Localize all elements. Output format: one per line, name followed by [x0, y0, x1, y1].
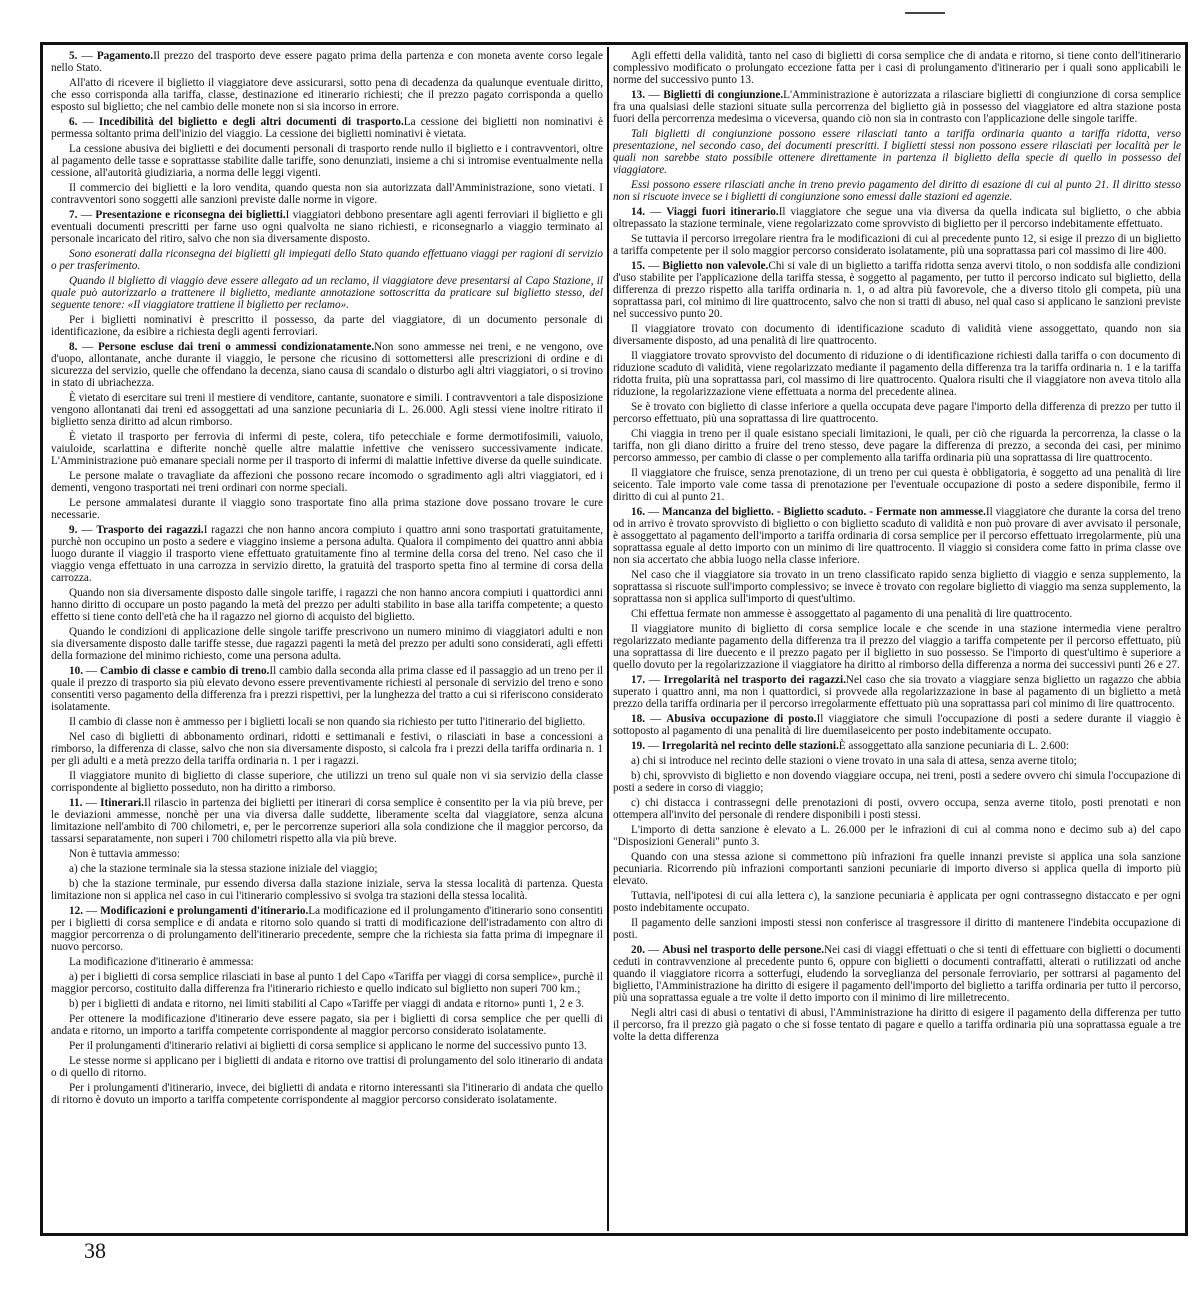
- body-text: Non sono ammesse nei treni, e ne vengono, ove d'uopo, allontanate, anche durante il viaggio, le persone che ricusino di sottomettersi alle prescrizioni di ordine e di sicurezza del servizio, quelle che offendano la decenza, siano causa di scandalo o disturbo agli altri viaggiatori, o si trovino in stato di ubriachezza.: [51, 341, 603, 389]
- paragraph: [613, 467, 1181, 503]
- paragraph: [613, 608, 1181, 620]
- body-text: Il commercio dei biglietti e la loro vendita, quando questa non sia autorizzata dall'Amministrazione, sono vietati. I contravventori sono soggetti alle sanzioni previste dalle norme in vigore.: [51, 182, 603, 206]
- paragraph: [51, 956, 603, 968]
- body-text: Negli altri casi di abusi o tentativi di abusi, l'Amministrazione ha diritto di esigere il pagamento della differenza per tutto il percorso, fra il prezzo già pagato o che si fosse tentato di pagare e quello a tariffa ordinaria più una soprattassa eguale a tre volte la detta differenza: [613, 1007, 1181, 1043]
- section-title: Pagamento.: [96, 50, 154, 62]
- paragraph: [51, 971, 603, 995]
- body-text: Il rilascio in partenza dei biglietti per itinerari di corsa semplice è consentito per la via più breve, per le deviazioni ammesse, nonchè per una via diversa dalle suddette, liberamente scelta dal viaggiatore, senza alcuna limitazione nell'ambito di 700 chilometri, e, per le percorrenze superiori alla sola condizione che il maggior percorso, da tassarsi separatamente, non superi i 700 chilometri rispetto alla via più breve.: [51, 797, 603, 845]
- body-text: Nel caso che sia trovato a viaggiare senza biglietto un ragazzo che abbia superato i quattro anni, ma non i quattordici, si provvede alla regolarizzazione in base al pagamento di un biglietto a metà prezzo della tariffa ordinaria per il percorso irregolarmente effettuato più una soprattassa pari col minimo di lire quattrocento.: [613, 674, 1181, 710]
- body-text: a) chi si introduce nel recinto delle stazioni o viene trovato in una sala di attesa, senza averne titolo;: [631, 755, 1077, 767]
- paragraph: [51, 716, 603, 728]
- body-text: Chi viaggia in treno per il quale esistano speciali limitazioni, le quali, per ciò che riguarda la percorrenza, la classe o la tariffa, non gli diano diritto a fruire del treno stesso, deve pagare la differenza di prezzo, a seconda dei casi, per minimo percorso ammesso, per cambio di classe o per complemento alla tariffa ordinaria più una soprattassa di lire quattrocento.: [613, 428, 1181, 464]
- body-text: Il viaggiatore munito di biglietto di classe superiore, che utilizzi un treno sul quale non vi sia servizio della classe corrispondente al biglietto posseduto, non ha diritto a rimborso.: [51, 770, 603, 794]
- paragraph: [51, 314, 603, 338]
- section-title: Irregolarità nel trasporto dei ragazzi.: [663, 674, 846, 686]
- body-text: I viaggiatori debbono presentare agli agenti ferroviari il biglietto e gli eventuali documenti prescritti per farne uso ogni qualvolta ne siano richiesti, e riconsegnarlo a viaggio terminato al personale incaricato del ritiro, salvo che non sia diversamente disposto.: [51, 209, 603, 245]
- body-text: Quando il biglietto di viaggio deve essere allegato ad un reclamo, il viaggiatore deve presentarsi al Capo Stazione, il quale può autorizzarlo a trattenere il biglietto, mediante annotazione sottoscritta da praticare sul biglietto stesso, del seguente tenore: «Il viaggiatore trattiene il biglietto per reclamo».: [51, 275, 603, 311]
- body-text: Il viaggiatore che simuli l'occupazione di posti a sedere durante il viaggio è sottoposto al pagamento di una penalità di lire duemilaseicento per posto indebitamente occupato.: [613, 713, 1181, 737]
- paragraph: [613, 851, 1181, 887]
- paragraph: [613, 755, 1181, 767]
- body-text: La cessione abusiva dei biglietti e dei documenti personali di trasporto rende nullo il biglietto e i contravventori, oltre al pagamento delle tasse e soprattasse stabilite dalle tariffe, sono denunziati, insieme a chi si intromise eventualmente nella cessione, all'autorità giudiziaria, a norma delle leggi vigenti.: [51, 143, 603, 179]
- body-text: a) per i biglietti di corsa semplice rilasciati in base al punto 1 del Capo «Tariffa per viaggi di corsa semplice», purchè il maggior percorso, costituito dalla differenza fra l'itinerario richiesto e quello indicato sul biglietto non superi 700 km.;: [51, 971, 603, 995]
- paragraph: [613, 824, 1181, 848]
- section-paragraph: 19. — Irregolarità nel recinto delle stazioni.È assoggettato alla sanzione pecuniaria di L. 2.600:: [631, 740, 1069, 752]
- body-text: Per ottenere la modificazione d'itinerario deve essere pagato, sia per i biglietti di corsa semplice che per quelli di andata e ritorno, un importo a tariffa competente corrispondente al maggior percorso considerato isolatamente.: [51, 1013, 603, 1037]
- body-text: Tuttavia, nell'ipotesi di cui alla lettera c), la sanzione pecuniaria è applicata per ogni contrassegno distaccato e per ogni posto indebitamente occupato.: [613, 890, 1181, 914]
- paragraph: [51, 587, 603, 623]
- body-text: Il viaggiatore che fruisce, senza prenotazione, di un treno per cui questa è obbligatoria, è soggetto ad una penalità di lire seicento. Tale importo vale come tassa di prenotazione per l'eventuale occupazione di posto a sedere disponibile, fermo il diritto di cui al punto 21.: [613, 467, 1181, 503]
- section-paragraph: 10. — Cambio di classe e cambio di treno.Il cambio dalla seconda alla prima classe ed il passaggio ad un treno per il quale il prezzo di trasporto sia più elevato devono essere preventivamente richiesti al personale di servizio del treno e sono consentiti verso pagamento della differenza fra i prezzi rispettivi, per la lunghezza del tratto a cui si riferiscono considerato isolatamente.: [51, 665, 603, 713]
- section-title: Trasporto dei ragazzi.: [96, 524, 204, 536]
- body-text: Nel caso di biglietti di abbonamento ordinari, ridotti e settimanali e festivi, o rilasciati in base a concessioni a rimborso, la differenza di classe, salvo che non sia diversamente disposto, si calcola fra i prezzi della tariffa ordinaria n. 1 per gli adulti e a metà prezzo della tariffa ordinaria n. 1 per i ragazzi.: [51, 731, 603, 767]
- paragraph: [613, 890, 1181, 914]
- paragraph: [51, 1013, 603, 1037]
- section-title: Viaggi fuori itinerario.: [666, 206, 779, 218]
- paragraph: [613, 50, 1181, 86]
- column-divider: [607, 47, 609, 1231]
- body-text: Quando con una stessa azione si commettono più infrazioni fra quelle innanzi previste si applica una sola sanzione pecuniaria. Ricorrendo più infrazioni comportanti sanzioni pecuniarie di importo diverso si applica quella di importo più elevato.: [613, 851, 1181, 887]
- section-paragraph: 15. — Biglietto non valevole.Chi si vale di un biglietto a tariffa ridotta senza avervi titolo, o non soddisfa alle condizioni d'uso stabilite per l'applicazione della tariffa stessa, è soggetto al pagamento, per tutto il percorso indicato sul biglietto, della differenza di prezzo rispetto alla tariffa ordinaria n. 1, o ad altra più favorevole, che a diverso titolo gli competa, più una soprattassa pari, col minimo di lire quattrocento, salvo che non si tratti di abuso, nel qual caso si applicano le sanzioni previste nel successivo punto 20.: [613, 260, 1181, 320]
- body-text: Le persone ammalatesi durante il viaggio sono trasportate fino alla prima stazione dove possano trovare le cure necessarie.: [51, 497, 603, 521]
- section-number: 17.: [631, 674, 645, 686]
- section-paragraph: 18. — Abusiva occupazione di posto.Il viaggiatore che simuli l'occupazione di posti a sedere durante il viaggio è sottoposto al pagamento di una penalità di lire duemilaseicento per posto indebitamente occupato.: [613, 713, 1181, 737]
- body-text: Il viaggiatore che segue una via diversa da quella indicata sul biglietto, o che abbia oltrepassato la stazione terminale, viene regolarizzato come sprovvisto di biglietto per il percorso indebitamente effettuato.: [613, 206, 1181, 230]
- paragraph: [51, 998, 603, 1010]
- section-number: 9.: [69, 524, 78, 536]
- section-title: Irregolarità nel recinto delle stazioni.: [661, 740, 839, 752]
- paragraph: [51, 497, 603, 521]
- paragraph: [51, 878, 603, 902]
- body-text: Per i prolungamenti d'itinerario, invece, dei biglietti di andata e ritorno interessanti sia l'itinerario di andata che quello di ritorno è dovuto un importo a tariffa competente corrispondente al maggior percorso considerato isolatamente.: [51, 1082, 603, 1106]
- section-title: Itinerari.: [100, 797, 144, 809]
- body-text: Per i biglietti nominativi è prescritto il possesso, da parte del viaggiatore, di un documento personale di identificazione, da esibire a richiesta degli agenti ferroviari.: [51, 314, 603, 338]
- scan-mark: [905, 12, 945, 14]
- section-paragraph: 17. — Irregolarità nel trasporto dei ragazzi.Nel caso che sia trovato a viaggiare senza biglietto un ragazzo che abbia superato i quattro anni, ma non i quattordici, si provvede alla regolarizzazione in base al pagamento di un biglietto a metà prezzo della tariffa ordinaria per il percorso irregolarmente effettuato più una soprattassa pari col minimo di lire quattrocento.: [613, 674, 1181, 710]
- body-text: Chi effettua fermate non ammesse è assoggettato al pagamento di una penalità di lire quattrocento.: [631, 608, 1073, 620]
- section-number: 20.: [631, 944, 645, 956]
- section-title: Incedibilità del biglietto e degli altri documenti di trasporto.: [98, 116, 404, 128]
- body-text: Il cambio di classe non è ammesso per i biglietti locali se non quando sia richiesto per tutto l'itinerario del biglietto.: [69, 716, 586, 728]
- paragraph: [51, 1040, 603, 1052]
- paragraph: [51, 248, 603, 272]
- section-title: Abusi nel trasporto delle persone.: [662, 944, 825, 956]
- section-paragraph: 6. — Incedibilità del biglietto e degli altri documenti di trasporto.La cessione dei biglietti non nominativi è permessa soltanto prima dell'inizio del viaggio. La cessione dei biglietti nominativi è vietata.: [51, 116, 603, 140]
- left-column: [51, 50, 603, 1228]
- paragraph: [613, 323, 1181, 347]
- paragraph: [613, 917, 1181, 941]
- body-text: Il viaggiatore trovato sprovvisto del documento di riduzione o di identificazione richiesti dalla tariffa o con documento di riduzione scaduto di validità, viene regolarizzato mediante il pagamento della differenza tra la tariffa ordinaria n. 1 e la tariffa ridotta fruita, più una soprattassa pari, col massimo di lire quattrocento. Qualora risulti che il viaggiatore non aveva titolo alla riduzione, la regolarizzazione viene effettuata a norma del precedente alinea.: [613, 350, 1181, 398]
- body-text: Nel caso che il viaggiatore sia trovato in un treno classificato rapido senza biglietto di viaggio e senza supplemento, la soprattassa si riscuote sull'importo complessivo; se invece è trovato con regolare biglietto di viaggio ma senza supplemento, la soprattassa non si applica sull'importo di quest'ultimo.: [613, 569, 1181, 605]
- body-text: b) che la stazione terminale, pur essendo diversa dalla stazione iniziale, serva la stessa località di partenza. Questa limitazione non si applica nel caso in cui l'itinerario complessivo si svolga tra stazioni della stessa località.: [51, 878, 603, 902]
- body-text: La modificazione ed il prolungamento d'itinerario sono consentiti per i biglietti di corsa semplice e di andata e ritorno solo quando si tratti di modificazione dell'istradamento con altro di maggior percorrenza o di prolungamento dell'itinerario precedente, sempre che la richiesta sia fatta prima di impegnare il nuovo percorso.: [51, 905, 603, 953]
- section-paragraph: 11. — Itinerari.Il rilascio in partenza dei biglietti per itinerari di corsa semplice è consentito per la via più breve, per le deviazioni ammesse, nonchè per una via diversa dalle suddette, liberamente scelta dal viaggiatore, senza alcuna limitazione nell'ambito di 700 chilometri, e, per le percorrenze superiori alla sola condizione che il maggior percorso, da tassarsi separatamente, non superi i 700 chilometri rispetto alla via più breve.: [51, 797, 603, 845]
- section-number: 15.: [631, 260, 645, 272]
- body-text: Il cambio dalla seconda alla prima classe ed il passaggio ad un treno per il quale il prezzo di trasporto sia più elevato devono essere preventivamente richiesti al personale di servizio del treno e sono consentiti verso pagamento della differenza fra i prezzi rispettivi, per la lunghezza del tratto a cui si riferiscono considerato isolatamente.: [51, 665, 603, 713]
- paragraph: [613, 569, 1181, 605]
- body-text: È vietato di esercitare sui treni il mestiere di venditore, cantante, suonatore e simili. I contravventori a tale disposizione vengono allontanati dai treni ed assoggettati ad una sanzione pecuniaria di L. 26.000. Agli stessi viene inoltre ritirato il biglietto senza diritto ad alcun rimborso.: [51, 392, 603, 428]
- section-paragraph: 8. — Persone escluse dai treni o ammessi condizionatamente.Non sono ammesse nei treni, e ne vengono, ove d'uopo, allontanate, anche durante il viaggio, le persone che ricusino di sottomettersi alle prescrizioni di ordine e di sicurezza del servizio, quelle che offendano la decenza, siano causa di scandalo o disturbo agli altri viaggiatori, o si trovino in stato di ubriachezza.: [51, 341, 603, 389]
- paragraph: [613, 179, 1181, 203]
- body-text: Tali biglietti di congiunzione possono essere rilasciati tanto a tariffa ordinaria quanto a tariffa ridotta, verso presentazione, nel secondo caso, dei documenti prescritti. I biglietti stessi non possono essere rilasciati per località per le quali non sarebbe stato possibile ottenere direttamente in partenza il biglietto della specie di quello in possesso del viaggiatore.: [613, 128, 1181, 176]
- page-frame: [40, 42, 1188, 1236]
- paragraph: [613, 623, 1181, 671]
- body-text: I ragazzi che non hanno ancora compiuto i quattro anni sono trasportati gratuitamente, purchè non occupino un posto a sedere e viaggino insieme a persona adulta. Qualora il compimento dei quattro anni abbia luogo durante il viaggio il trasporto viene effettuato gratuitamente fino al termine della corsa del treno. Nel caso che il viaggio venga effettuato in una carrozza in servizio diretto, la gratuità del trasporto spetta fino al termine di corsa della carrozza.: [51, 524, 603, 584]
- section-number: 7.: [69, 209, 78, 221]
- body-text: Agli effetti della validità, tanto nel caso di biglietti di corsa semplice che di andata e ritorno, si tiene conto dell'itinerario complessivo modificato o prolungato eccezione fatta per i casi di prolungamento d'itinerario per i quali sono applicabili le norme del successivo punto 13.: [613, 50, 1181, 86]
- section-paragraph: 7. — Presentazione e riconsegna dei biglietti.I viaggiatori debbono presentare agli agenti ferroviari il biglietto e gli eventuali documenti prescritti per farne uso ogni qualvolta ne siano richiesti, e riconsegnarlo a viaggio terminato al personale incaricato del ritiro, salvo che non sia diversamente disposto.: [51, 209, 603, 245]
- paragraph: [613, 428, 1181, 464]
- right-column: [613, 50, 1181, 1228]
- section-number: 11.: [69, 797, 83, 809]
- body-text: Il viaggiatore che durante la corsa del treno od in arrivo è trovato sprovvisto di biglietto o con biglietto scaduto di validità e non può provare di aver avvisato il personale, è assoggettato al pagamento dell'importo a tariffa ordinaria di corsa semplice per il percorso effettuato irregolarmente, più una soprattassa eguale al detto importo con un minimo di lire quattrocento. Il viaggio si considera come fatto in prima classe ove non sia accertato che abbia luogo nella classe inferiore.: [613, 506, 1181, 566]
- section-paragraph: 13. — Biglietti di congiunzione.L'Amministrazione è autorizzata a rilasciare biglietti di congiunzione di corsa semplice fra una qualsiasi delle stazioni situate sulla percorrenza del biglietto già in possesso del viaggiatore ed altra stazione posta fuori della percorrenza medesima o viceversa, quando ciò non sia in contrasto con l'applicazione delle singole tariffe.: [613, 89, 1181, 125]
- paragraph: [51, 731, 603, 767]
- section-number: 13.: [631, 89, 645, 101]
- paragraph: [613, 350, 1181, 398]
- paragraph: [613, 1007, 1181, 1043]
- section-paragraph: 16. — Mancanza del biglietto. - Biglietto scaduto. - Fermate non ammesse.Il viaggiatore che durante la corsa del treno od in arrivo è trovato sprovvisto di biglietto o con biglietto scaduto di validità e non può provare di aver avvisato il personale, è assoggettato al pagamento dell'importo a tariffa ordinaria di corsa semplice per il percorso effettuato irregolarmente, più una soprattassa eguale al detto importo con un minimo di lire quattrocento. Il viaggio si considera come fatto in prima classe ove non sia accertato che abbia luogo nella classe inferiore.: [613, 506, 1181, 566]
- section-number: 10.: [69, 665, 83, 677]
- paragraph: [51, 1055, 603, 1079]
- body-text: La cessione dei biglietti non nominativi è permessa soltanto prima dell'inizio del viaggio. La cessione dei biglietti nominativi è vietata.: [51, 116, 603, 140]
- body-text: La modificazione d'itinerario è ammessa:: [69, 956, 254, 968]
- paragraph: [51, 770, 603, 794]
- body-text: Quando le condizioni di applicazione delle singole tariffe prescrivono un numero minimo di viaggiatori adulti e non sia diversamente disposto dalle tariffe stesse, due ragazzi pagenti la metà del prezzo per adulti sono considerati, agli effetti della formazione del minimo richiesto, come una persona adulta.: [51, 626, 603, 662]
- paragraph: [613, 797, 1181, 821]
- body-text: Il viaggiatore munito di biglietto di corsa semplice locale e che scende in una stazione intermedia viene peraltro regolarizzato mediante pagamento della differenza tra il prezzo del viaggio a tariffa competente per il percorso effettuato, più una soprattassa di lire duecento e il prezzo pagato per il biglietto in suo possesso. Se l'importo di quest'ultimo è superiore a quello dovuto per la regolarizzazione il viaggiatore ha diritto al rimborso della differenza a norma dei successivi punti 26 e 27.: [613, 623, 1181, 671]
- paragraph: [51, 77, 603, 113]
- section-number: 6.: [69, 116, 78, 128]
- section-title: Abusiva occupazione di posto.: [666, 713, 817, 725]
- body-text: Sono esonerati dalla riconsegna dei biglietti gli impiegati dello Stato quando effettuano viaggi per ragioni di servizio o per trasferimento.: [51, 248, 603, 272]
- body-text: Le persone malate o travagliate da affezioni che possono recare incomodo o sgradimento agli altri viaggiatori, ed i dementi, vengono trasportati nei treni ordinari con norme speciali.: [51, 470, 603, 494]
- body-text: c) chi distacca i contrassegni delle prenotazioni di posti, ovvero occupa, senza averne titolo, posti prenotati e non ottempera all'invito del personale di rendere disponibili i posti stessi.: [613, 797, 1181, 821]
- page-number: 38: [84, 1238, 106, 1263]
- section-paragraph: 12. — Modificazioni e prolungamenti d'itinerario.La modificazione ed il prolungamento d'itinerario sono consentiti per i biglietti di corsa semplice e di andata e ritorno solo quando si tratti di modificazione dell'istradamento con altro di maggior percorrenza o di prolungamento dell'itinerario precedente, sempre che la richiesta sia fatta prima di impegnare il nuovo percorso.: [51, 905, 603, 953]
- body-text: Non è tuttavia ammesso:: [69, 848, 180, 860]
- paragraph: [51, 182, 603, 206]
- section-paragraph: 9. — Trasporto dei ragazzi.I ragazzi che non hanno ancora compiuto i quattro anni sono trasportati gratuitamente, purchè non occupino un posto a sedere e viaggino insieme a persona adulta. Qualora il compimento dei quattro anni abbia luogo durante il viaggio il trasporto viene effettuato gratuitamente fino al termine della corsa del treno. Nel caso che il viaggio venga effettuato in una carrozza in servizio diretto, la gratuità del trasporto spetta fino al termine di corsa della carrozza.: [51, 524, 603, 584]
- body-text: Il pagamento delle sanzioni imposti stessi non conferisce al trasgressore il diritto di mantenere l'indebita occupazione di posti.: [613, 917, 1181, 941]
- section-title: Modificazioni e prolungamenti d'itinerario.: [100, 905, 309, 917]
- section-title: Presentazione e riconsegna dei biglietti.: [95, 209, 286, 221]
- section-number: 16.: [631, 506, 645, 518]
- section-title: Biglietti di congiunzione.: [663, 89, 784, 101]
- paragraph: [613, 770, 1181, 794]
- paragraph: [51, 143, 603, 179]
- paragraph: [613, 401, 1181, 425]
- section-title: Biglietto non valevole.: [662, 260, 769, 272]
- section-number: 5.: [69, 50, 78, 62]
- section-number: 14.: [631, 206, 645, 218]
- section-paragraph: 14. — Viaggi fuori itinerario.Il viaggiatore che segue una via diversa da quella indicata sul biglietto, o che abbia oltrepassato la stazione terminale, viene regolarizzato come sprovvisto di biglietto per il percorso indebitamente effettuato.: [613, 206, 1181, 230]
- body-text: L'importo di detta sanzione è elevato a L. 26.000 per le infrazioni di cui al comma nono e decimo sub a) del capo "Disposizioni Generali" punto 3.: [613, 824, 1181, 848]
- paragraph: [613, 128, 1181, 176]
- section-number: 12.: [69, 905, 83, 917]
- section-title: Cambio di classe e cambio di treno.: [100, 665, 270, 677]
- body-text: È assoggettato alla sanzione pecuniaria di L. 2.600:: [838, 740, 1069, 752]
- body-text: È vietato il trasporto per ferrovia di infermi di peste, colera, tifo petecchiale e forme dermotifosimili, vaiuolo, vaiuloide, scarlattina e difterite nonchè quelle altre malattie infettive che venissero successivamente indicate. L'Amministrazione può emanare speciali norme per il trasporto di infermi di malattie infettive diverse da quelle suindicate.: [51, 431, 603, 467]
- paragraph: [51, 470, 603, 494]
- body-text: b) per i biglietti di andata e ritorno, nei limiti stabiliti al Capo «Tariffe per viaggi di andata e ritorno» punti 1, 2 e 3.: [69, 998, 585, 1010]
- body-text: Chi si vale di un biglietto a tariffa ridotta senza avervi titolo, o non soddisfa alle condizioni d'uso stabilite per l'applicazione della tariffa stessa, è soggetto al pagamento, per tutto il percorso indicato sul biglietto, della differenza di prezzo rispetto alla tariffa ordinaria n. 1, o ad altra più favorevole, che a diverso titolo gli competa, più una soprattassa pari, col minimo di lire quattrocento, salvo che non si tratti di abuso, nel qual caso si applicano le sanzioni previste nel successivo punto 20.: [613, 260, 1181, 320]
- body-text: a) che la stazione terminale sia la stessa stazione iniziale del viaggio;: [69, 863, 378, 875]
- section-number: 18.: [631, 713, 645, 725]
- section-paragraph: 20. — Abusi nel trasporto delle persone.Nei casi di viaggi effettuati o che si tenti di effettuare con biglietti o documenti ceduti in contravvenzione al precedente punto 6, oppure con biglietti o documenti contraffatti, alterati o rutilizzati od anche quando il viaggiatore ricorra a sotterfugi, eludendo la sorveglianza del personale ferroviario, per sottrarsi al pagamento del biglietto, l'Amministrazione ha diritto di esigere il pagamento dell'importo del biglietto a tariffa ordinaria per tutto il percorso, più una soprattassa eguale a tre volte il detto importo con il minimo di lire milletrecento.: [613, 944, 1181, 1004]
- body-text: All'atto di ricevere il biglietto il viaggiatore deve assicurarsi, sotto pena di decadenza da qualunque eventuale diritto, che esso corrisponda alla tariffa, classe, destinazione ed itinerario richiesti; che il prezzo pagato corrisponda a quello esposto sul biglietto; che nel cambio delle monete non si sia incorso in errore.: [51, 77, 603, 113]
- section-paragraph: 5. — Pagamento.Il prezzo del trasporto deve essere pagato prima della partenza e con moneta avente corso legale nello Stato.: [51, 50, 603, 74]
- paragraph: [51, 275, 603, 311]
- section-number: 19.: [631, 740, 645, 752]
- paragraph: [51, 863, 603, 875]
- paragraph: [51, 848, 603, 860]
- body-text: Il viaggiatore trovato con documento di identificazione scaduto di validità viene assoggettato, quando non sia diversamente disposto, ad una penalità di lire quattrocento.: [613, 323, 1181, 347]
- section-number: 8.: [69, 341, 78, 353]
- body-text: Per il prolungamenti d'itinerario relativi ai biglietti di corsa semplice si applicano le norme del successivo punto 13.: [69, 1040, 587, 1052]
- body-text: Se tuttavia il percorso irregolare rientra fra le modificazioni di cui al precedente punto 12, si esige il prezzo di un biglietto a tariffa competente per il solo maggior percorso considerato isolatamente, più una soprattassa pari col massimo di lire 400.: [613, 233, 1181, 257]
- body-text: Le stesse norme si applicano per i biglietti di andata e ritorno ove trattisi di prolungamento del solo itinerario di andata o di quello di ritorno.: [51, 1055, 603, 1079]
- section-title: Mancanza del biglietto. - Biglietto scaduto. - Fermate non ammesse.: [662, 506, 986, 518]
- body-text: Quando non sia diversamente disposto dalle singole tariffe, i ragazzi che non hanno ancora compiuti i quattordici anni hanno diritto di occupare un posto pagando la metà del prezzo per adulti stabilito in base alla tariffa competente; a questo effetto si tiene conto dell'età che ha il ragazzo nel giorno di acquisto del biglietto.: [51, 587, 603, 623]
- paragraph: [51, 1082, 603, 1106]
- body-text: b) chi, sprovvisto di biglietto e non dovendo viaggiare occupa, nei treni, posti a sedere ovvero chi simula l'occupazione di posti a sedere in corso di viaggio;: [613, 770, 1181, 794]
- body-text: Essi possono essere rilasciati anche in treno previo pagamento del diritto di esazione di cui al punto 21. Il diritto stesso non si riscuote invece se i biglietti di congiunzione sono emessi dalle stazioni ed agenzie.: [613, 179, 1181, 203]
- paragraph: [51, 392, 603, 428]
- body-text: Nei casi di viaggi effettuati o che si tenti di effettuare con biglietti o documenti ceduti in contravvenzione al precedente punto 6, oppure con biglietti o documenti contraffatti, alterati o rutilizzati od anche quando il viaggiatore ricorra a sotterfugi, eludendo la sorveglianza del personale ferroviario, per sottrarsi al pagamento del biglietto, l'Amministrazione ha diritto di esigere il pagamento dell'importo del biglietto a tariffa ordinaria per tutto il percorso, più una soprattassa eguale a tre volte il detto importo con il minimo di lire milletrecento.: [613, 944, 1181, 1004]
- paragraph: [613, 233, 1181, 257]
- body-text: Il prezzo del trasporto deve essere pagato prima della partenza e con moneta avente corso legale nello Stato.: [51, 50, 603, 74]
- section-title: Persone escluse dai treni o ammessi condizionatamente.: [97, 341, 375, 353]
- body-text: L'Amministrazione è autorizzata a rilasciare biglietti di congiunzione di corsa semplice fra una qualsiasi delle stazioni situate sulla percorrenza del biglietto già in possesso del viaggiatore ed altra stazione posta fuori della percorrenza medesima o viceversa, quando ciò non sia in contrasto con l'applicazione delle singole tariffe.: [613, 89, 1181, 125]
- paragraph: [51, 431, 603, 467]
- paragraph: [51, 626, 603, 662]
- body-text: Se è trovato con biglietto di classe inferiore a quella occupata deve pagare l'importo della differenza di prezzo per tutto il percorso effettuato, più una soprattassa di lire quattrocento.: [613, 401, 1181, 425]
